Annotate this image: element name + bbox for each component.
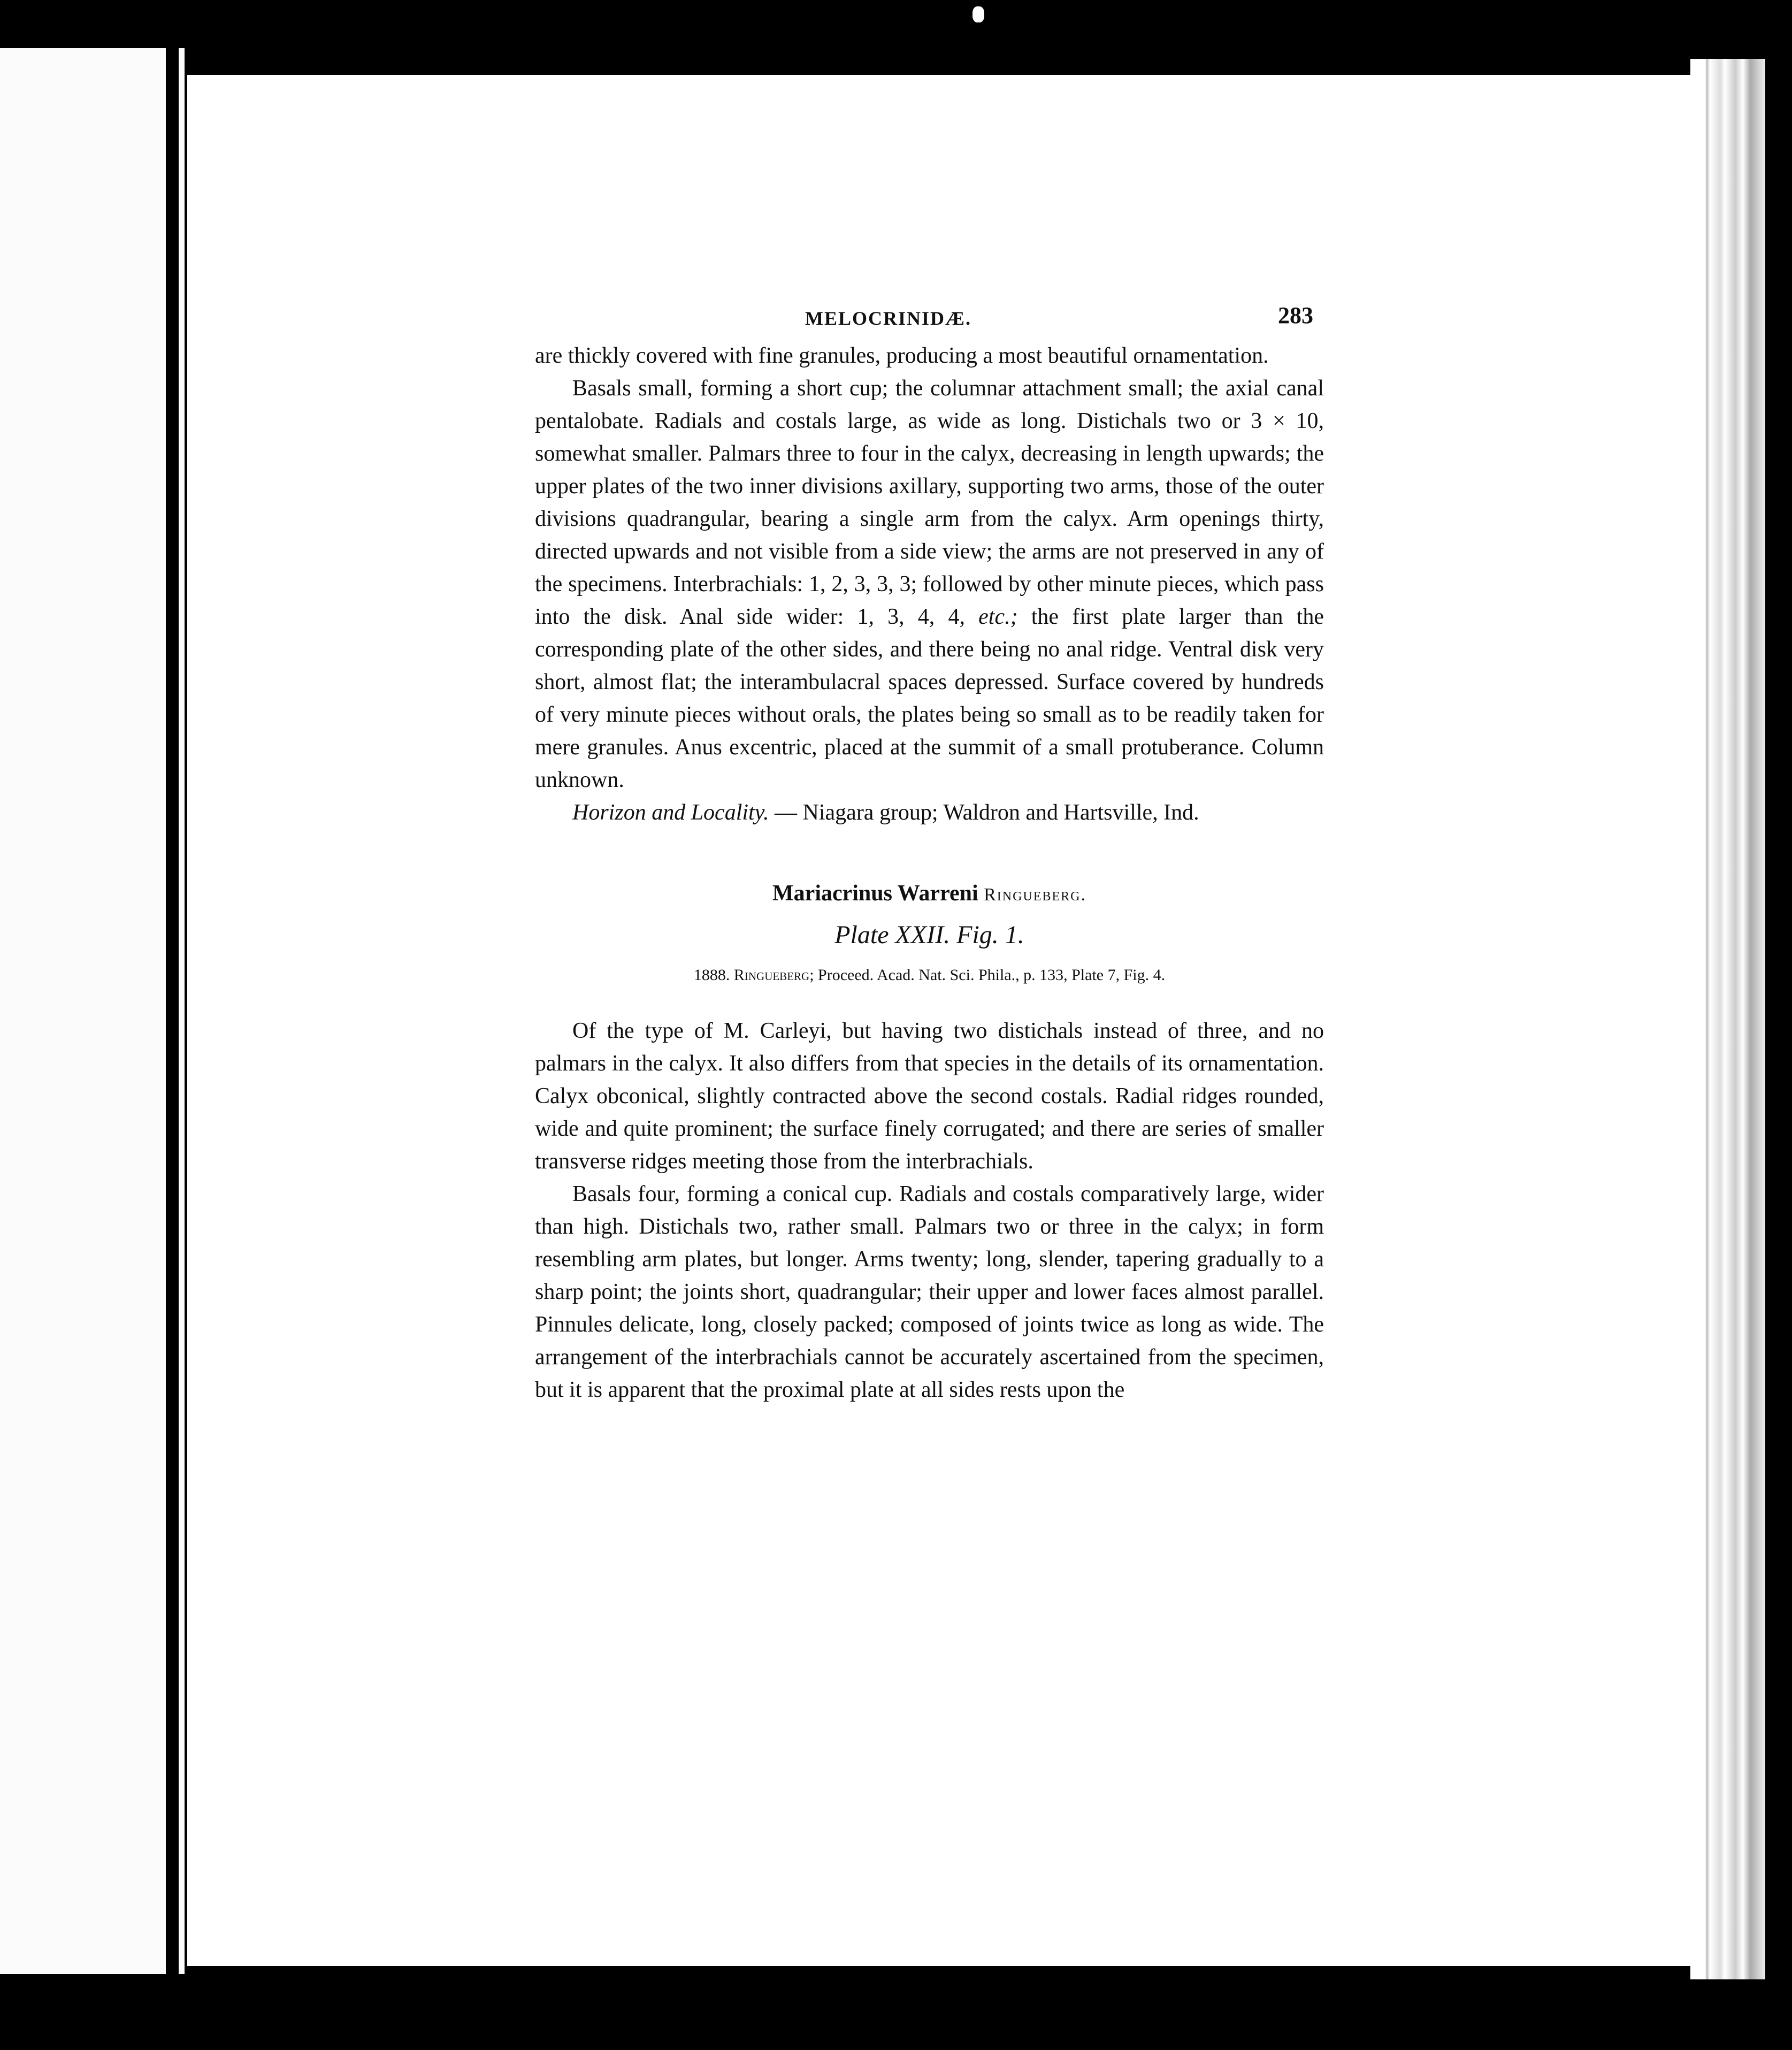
- running-head: [535, 302, 1324, 340]
- page-number: 283: [1278, 302, 1313, 328]
- paragraph-basals: Basals four, forming a conical cup. Radials and costals comparatively large, wider than high. Distichals two, rather small. Palmars two or three in the calyx; in form resembling arm plates, but longer. Arms twenty; long, slender, tapering gradually to a sharp point; the joints short, quadrangular; their upper and lower faces almost parallel. Pinnules delicate, long, closely packed; composed of joints twice as long as wide. The arrangement of the interbrachials cannot be accurately ascertained from the specimen, but it is apparent that the proximal plate at all sides rests upon the: [535, 1182, 1324, 1402]
- species-name: Mariacrinus Warreni: [772, 881, 978, 906]
- reference-author: Ringueberg: [733, 966, 810, 984]
- reference-text: ; Proceed. Acad. Nat. Sci. Phila., p. 133, Plate 7, Fig. 4.: [809, 966, 1166, 984]
- species-author: Ringueberg.: [984, 885, 1086, 905]
- etc-text: etc.;: [978, 605, 1018, 629]
- species-heading: [535, 877, 1324, 911]
- top-mark: [972, 6, 984, 22]
- paragraph-description-rest: the first plate larger than the corresponding plate of the other sides, and there being no anal ridge. Ventral disk very short, almost flat; the interambulacral spaces depressed. Surface covered by hundreds of very minute pieces without orals, the plates being so small as to be readily taken for mere granules. Anus excentric, placed at the summit of a small protuberance. Column unknown.: [535, 605, 1324, 792]
- plate-reference: Plate XXII. Fig. 1.: [834, 921, 1024, 949]
- horizon-locality: [535, 797, 1324, 829]
- paragraph-description-text: Basals small, forming a short cup; the columnar attachment small; the axial canal pentalobate. Radials and costals large, as wide as long. Distichals two or 3 × 10, somewhat smaller. Palmars three to four in the calyx, decreasing in length upwards; the upper plates of the two inner divisions axillary, supporting two arms, those of the outer divisions quadrangular, bearing a single arm from the calyx. Arm openings thirty, directed upwards and not visible from a side view; the arms are not preserved in any of the specimens. Interbrachials: 1, 2, 3, 3, 3; followed by other minute pieces, which pass into the disk. Anal side wider: 1, 3, 4, 4,: [535, 376, 1324, 629]
- bibliographic-reference: [535, 959, 1324, 991]
- paragraph-description: [535, 372, 1324, 797]
- running-head-title: MELOCRINIDÆ.: [805, 308, 972, 329]
- paragraph-continuation: are thickly covered with fine granules, producing a most beautiful ornamentation.: [535, 343, 1269, 368]
- page-edges: [1690, 59, 1765, 1979]
- paragraph-type: Of the type of M. Carleyi, but having two distichals instead of three, and no palmars in the calyx. It also differs from that species in the details of its ornamentation. Calyx obconical, slightly contracted above the second costals. Radial ridges rounded, wide and quite prominent; the surface finely corrugated; and there are series of smaller transverse ridges meeting those from the interbrachials.: [535, 1019, 1324, 1174]
- book-binding: [166, 48, 179, 1974]
- horizon-text: — Niagara group; Waldron and Hartsville, Ind.: [775, 800, 1199, 825]
- page-content: [535, 302, 1324, 1406]
- facing-page: [0, 48, 185, 1974]
- horizon-label: Horizon and Locality.: [572, 800, 769, 825]
- reference-year: 1888.: [693, 966, 730, 984]
